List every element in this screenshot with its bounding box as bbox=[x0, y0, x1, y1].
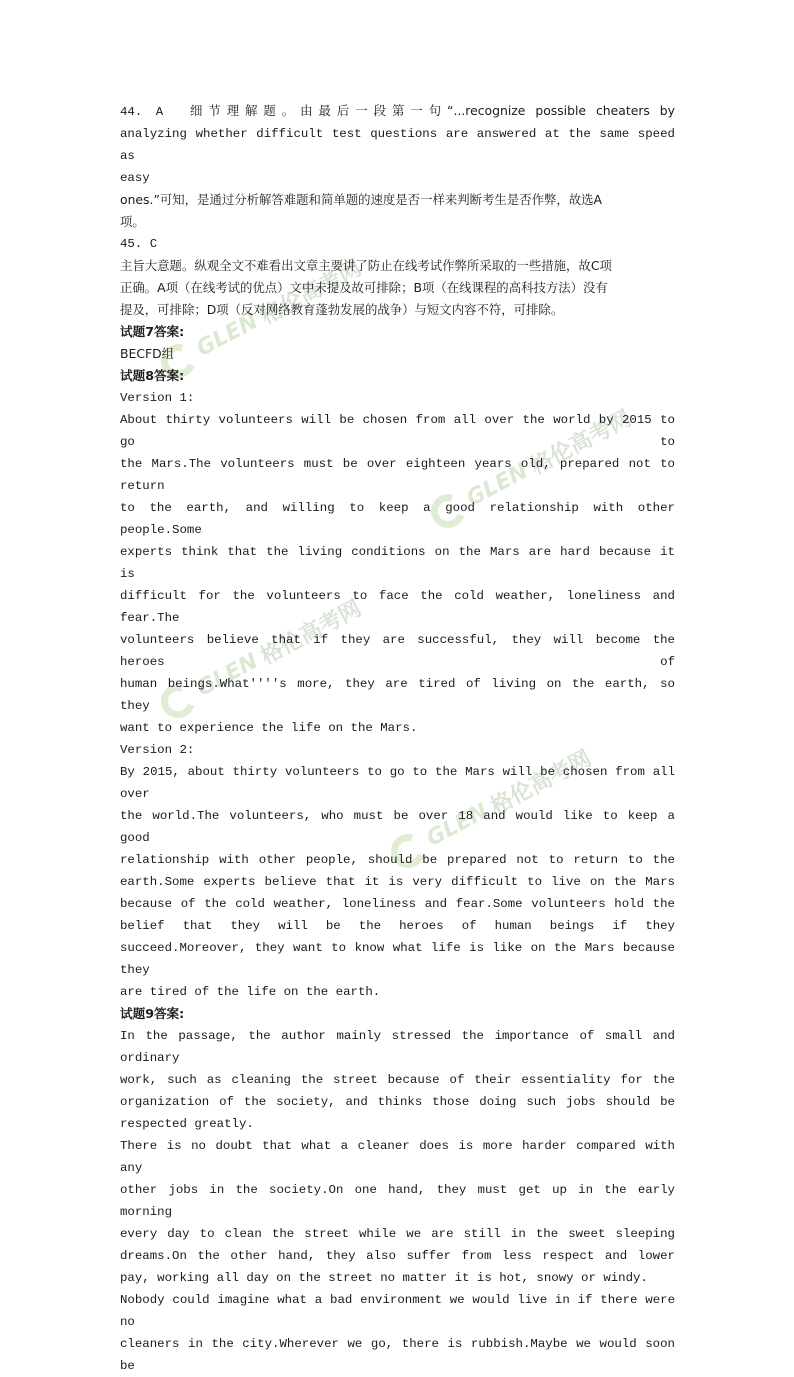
q44-line: 项。 bbox=[120, 214, 145, 229]
watermark-cn: 格伦高考网 bbox=[256, 595, 366, 670]
s9-p2-line: pay, working all day on the street no matter it is hot, snowy or windy. bbox=[120, 1271, 648, 1285]
section-7-heading: 试题7答案: bbox=[120, 324, 185, 339]
watermark-cn: 格伦高考网 bbox=[256, 255, 366, 330]
q45-line: 45. C bbox=[120, 237, 158, 251]
watermark-en: GLEN bbox=[192, 648, 263, 702]
version-1-label: Version 1: bbox=[120, 391, 195, 405]
q44-line: analyzing whether difficult test questions are answered at the same speed as bbox=[120, 127, 675, 163]
v1-line: want to experience the life on the Mars. bbox=[120, 721, 418, 735]
watermark-en: GLEN bbox=[462, 458, 533, 512]
s9-p2-line: dreams.On the other hand, they also suffer from less respect and lower bbox=[120, 1249, 675, 1263]
q45-line: 提及，可排除；D项（反对网络教育蓬勃发展的战争）与短文内容不符，可排除。 bbox=[120, 302, 564, 317]
watermark-en: GLEN bbox=[192, 308, 263, 362]
v2-line: earth.Some experts believe that it is very difficult to live on the Mars bbox=[120, 875, 675, 889]
s9-p2-line: There is no doubt that what a cleaner does is more harder compared with any bbox=[120, 1139, 675, 1175]
watermark-en: GLEN bbox=[422, 798, 493, 852]
v2-line: belief that they will be the heroes of human beings if they bbox=[120, 919, 675, 933]
v2-line: the world.The volunteers, who must be over 18 and would like to keep a good bbox=[120, 809, 675, 845]
v2-line: By 2015, about thirty volunteers to go to the Mars will be chosen from all over bbox=[120, 765, 675, 801]
s9-p1-line: organization of the society, and thinks those doing such jobs should be bbox=[120, 1095, 675, 1109]
v2-line: because of the cold weather, loneliness and fear.Some volunteers hold the bbox=[120, 897, 675, 911]
section-8-heading: 试题8答案: bbox=[120, 368, 185, 383]
v1-line: experts think that the living conditions on the Mars are hard because it is bbox=[120, 545, 675, 581]
section-9-heading: 试题9答案: bbox=[120, 1006, 185, 1021]
v1-line: human beings.What''''s more, they are tired of living on the earth, so they bbox=[120, 677, 675, 713]
q45-line: 主旨大意题。纵观全文不难看出文章主要讲了防止在线考试作弊所采取的一些措施，故C项 bbox=[120, 258, 612, 273]
section-7-answer: BECFD组 bbox=[120, 346, 175, 361]
q44-line: 44. A 细节理解题。由最后一段第一句“...recognize possible cheaters by bbox=[120, 103, 675, 119]
version-2-label: Version 2: bbox=[120, 743, 195, 757]
v1-line: difficult for the volunteers to face the cold weather, loneliness and fear.The bbox=[120, 589, 675, 625]
q44-line: easy bbox=[120, 171, 150, 185]
s9-p2-line: every day to clean the street while we are still in the sweet sleeping bbox=[120, 1227, 675, 1241]
v1-line: the Mars.The volunteers must be over eighteen years old, prepared not to return bbox=[120, 457, 675, 493]
v1-line: About thirty volunteers will be chosen from all over the world by 2015 to go to bbox=[120, 413, 675, 449]
s9-p1-line: respected greatly. bbox=[120, 1117, 254, 1131]
v2-line: are tired of the life on the earth. bbox=[120, 985, 381, 999]
v1-line: to the earth, and willing to keep a good relationship with other people.Some bbox=[120, 501, 675, 537]
s9-p1-line: In the passage, the author mainly stressed the importance of small and ordinary bbox=[120, 1029, 675, 1065]
v1-line: volunteers believe that if they are successful, they will become the heroes of bbox=[120, 633, 675, 669]
watermark-cn: 格伦高考网 bbox=[526, 405, 636, 480]
q45-line: 正确。A项（在线考试的优点）文中未提及故可排除；B项（在线课程的高科技方法）没有 bbox=[120, 280, 608, 295]
watermark-cn: 格伦高考网 bbox=[486, 745, 596, 820]
s9-p1-line: work, such as cleaning the street because of their essentiality for the bbox=[120, 1073, 675, 1087]
q44-line: ones.”可知，是通过分析解答难题和简单题的速度是否一样来判断考生是否作弊，故选A bbox=[120, 192, 603, 207]
s9-p3-line: Nobody could imagine what a bad environment we would live in if there were no bbox=[120, 1293, 675, 1329]
document-page bbox=[120, 100, 675, 1377]
v2-line: relationship with other people, should be prepared not to return to the bbox=[120, 853, 675, 867]
s9-p3-line: cleaners in the city.Wherever we go, there is rubbish.Maybe we would soon be bbox=[120, 1337, 675, 1373]
v2-line: succeed.Moreover, they want to know what life is like on the Mars because they bbox=[120, 941, 675, 977]
s9-p2-line: other jobs in the society.On one hand, they must get up in the early morning bbox=[120, 1183, 675, 1219]
